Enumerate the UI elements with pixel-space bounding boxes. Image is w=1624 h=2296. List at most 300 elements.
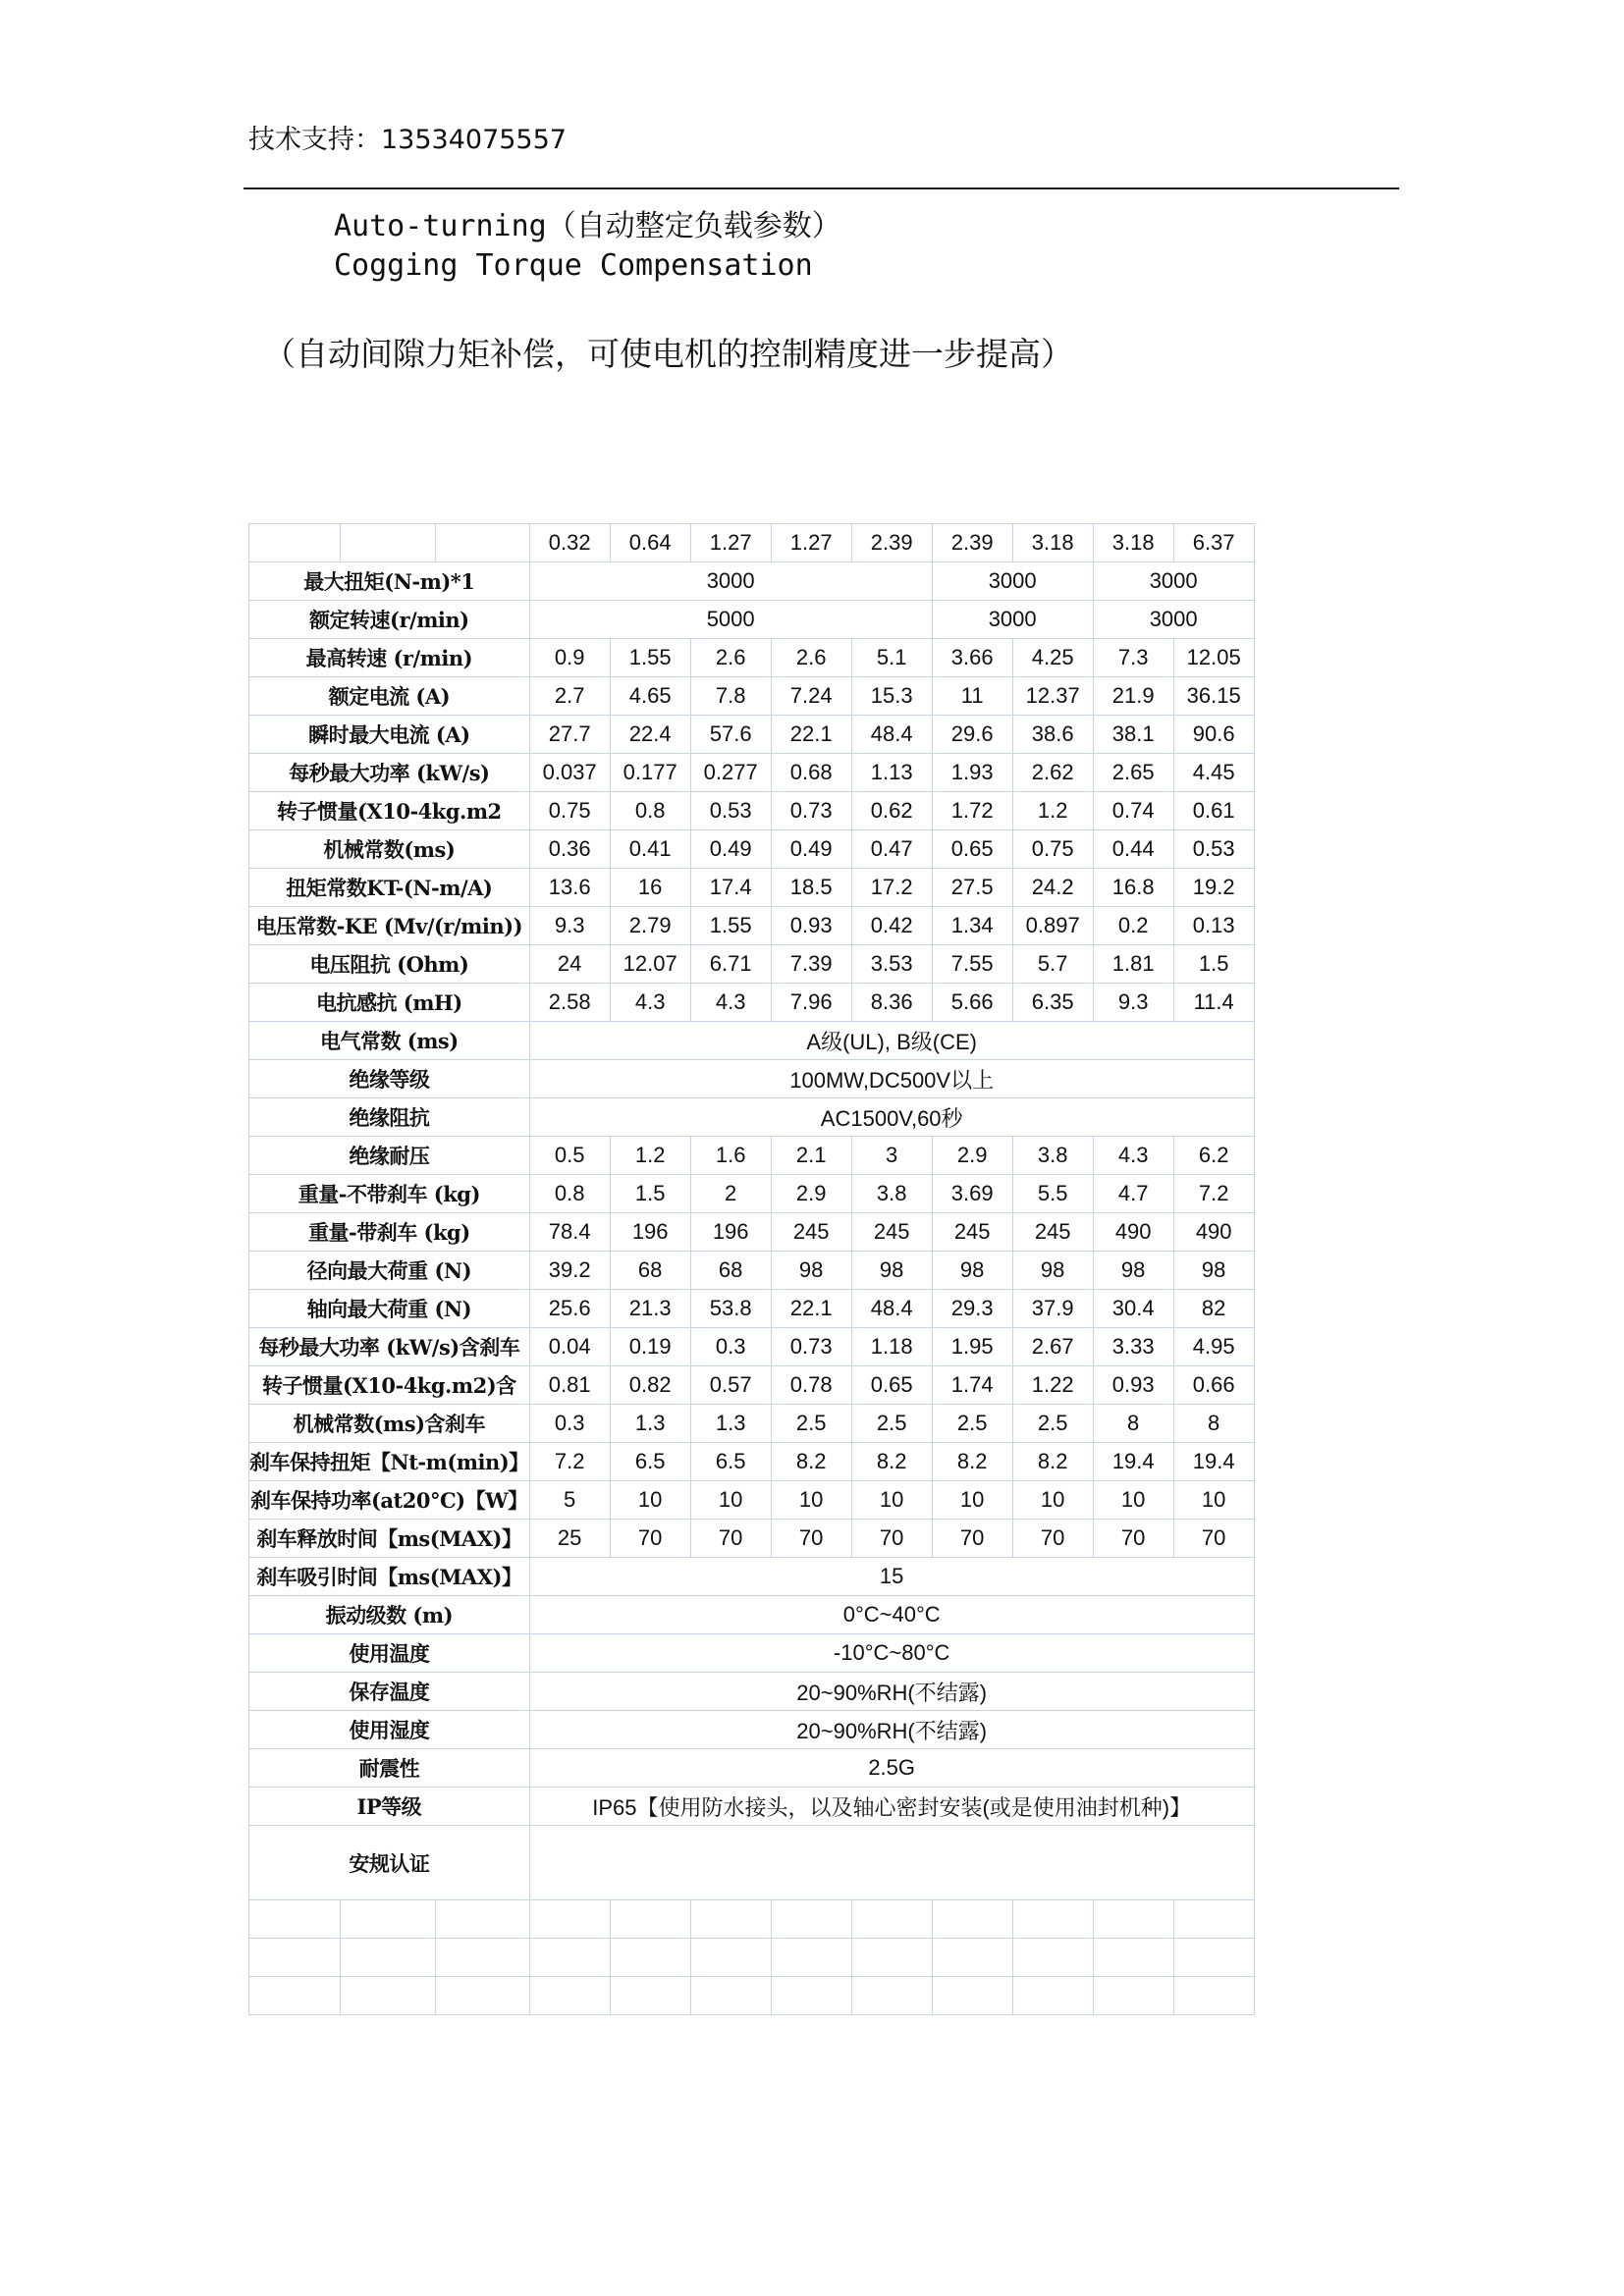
- merged-value-cell: 3000: [529, 562, 932, 601]
- value-cell: 7.8: [690, 677, 771, 716]
- empty-cell: [341, 524, 436, 562]
- merged-value-cell: 15: [529, 1558, 1254, 1596]
- row-label: 耐震性: [249, 1749, 530, 1788]
- row-label: 使用温度: [249, 1634, 530, 1673]
- table-row: [249, 1060, 1255, 1098]
- table-row: [249, 1328, 1255, 1366]
- header-value: 1.27: [771, 524, 851, 562]
- empty-cell: [851, 1900, 932, 1939]
- value-cell: 12.37: [1012, 677, 1093, 716]
- value-cell: 2.9: [932, 1137, 1012, 1175]
- value-cell: 70: [1012, 1520, 1093, 1558]
- value-cell: 1.74: [932, 1366, 1012, 1405]
- value-cell: 30.4: [1093, 1290, 1173, 1328]
- value-cell: 1.6: [690, 1137, 771, 1175]
- value-cell: 8.36: [851, 984, 932, 1022]
- value-cell: 3: [851, 1137, 932, 1175]
- value-cell: 2.1: [771, 1137, 851, 1175]
- empty-cell: [436, 524, 530, 562]
- value-cell: 490: [1093, 1213, 1173, 1252]
- value-cell: 2.58: [529, 984, 610, 1022]
- header-value: 0.32: [529, 524, 610, 562]
- empty-cell: [1093, 1939, 1173, 1977]
- value-cell: 39.2: [529, 1252, 610, 1290]
- table-row: [249, 1175, 1255, 1213]
- value-cell: 25: [529, 1520, 610, 1558]
- value-cell: 2.7: [529, 677, 610, 716]
- empty-cell: [1012, 1900, 1093, 1939]
- merged-value-cell: A级(UL), B级(CE): [529, 1022, 1254, 1060]
- value-cell: 1.55: [610, 639, 690, 677]
- value-cell: 7.39: [771, 945, 851, 984]
- merged-value-cell: -10°C~80°C: [529, 1634, 1254, 1673]
- empty-cell: [529, 1977, 610, 2015]
- value-cell: 24: [529, 945, 610, 984]
- value-cell: 4.3: [1093, 1137, 1173, 1175]
- value-cell: 1.5: [1173, 945, 1254, 984]
- value-cell: 2.5: [771, 1405, 851, 1443]
- value-cell: 2.65: [1093, 754, 1173, 792]
- merged-value-cell: 0°C~40°C: [529, 1596, 1254, 1634]
- value-cell: 7.24: [771, 677, 851, 716]
- support-contact: 技术支持：13534075557: [248, 125, 567, 155]
- value-cell: 0.04: [529, 1328, 610, 1366]
- row-label: 重量-带刹车 (kg): [249, 1213, 530, 1252]
- row-label: 绝缘阻抗: [249, 1098, 530, 1137]
- value-cell: 98: [771, 1252, 851, 1290]
- value-cell: 18.5: [771, 869, 851, 907]
- table-row: [249, 1443, 1255, 1481]
- value-cell: 15.3: [851, 677, 932, 716]
- table-row: [249, 984, 1255, 1022]
- value-cell: 1.2: [1012, 792, 1093, 830]
- table-row: [249, 830, 1255, 869]
- value-cell: 5.7: [1012, 945, 1093, 984]
- empty-cell: [690, 1977, 771, 2015]
- value-cell: 0.277: [690, 754, 771, 792]
- table-row: [249, 1481, 1255, 1520]
- value-cell: 36.15: [1173, 677, 1254, 716]
- table-row: [249, 1596, 1255, 1634]
- empty-cell: [249, 1900, 341, 1939]
- value-cell: 21.9: [1093, 677, 1173, 716]
- row-label: 机械常数(ms)含刹车: [249, 1405, 530, 1443]
- value-cell: 196: [690, 1213, 771, 1252]
- value-cell: 0.42: [851, 907, 932, 945]
- row-label: 刹车保持功率(at20°C)【W】: [249, 1481, 530, 1520]
- empty-cell: [932, 1977, 1012, 2015]
- row-label: 每秒最大功率 (kW/s): [249, 754, 530, 792]
- empty-cell: [1173, 1939, 1254, 1977]
- value-cell: 0.3: [529, 1405, 610, 1443]
- value-cell: 9.3: [1093, 984, 1173, 1022]
- value-cell: 98: [932, 1252, 1012, 1290]
- value-cell: 68: [690, 1252, 771, 1290]
- value-cell: 1.5: [610, 1175, 690, 1213]
- value-cell: 2.5: [851, 1405, 932, 1443]
- value-cell: 4.25: [1012, 639, 1093, 677]
- value-cell: 8.2: [771, 1443, 851, 1481]
- table-row: [249, 1405, 1255, 1443]
- value-cell: 4.3: [610, 984, 690, 1022]
- value-cell: 0.8: [529, 1175, 610, 1213]
- value-cell: 0.47: [851, 830, 932, 869]
- value-cell: 0.73: [771, 1328, 851, 1366]
- value-cell: 10: [1012, 1481, 1093, 1520]
- value-cell: 7.3: [1093, 639, 1173, 677]
- value-cell: 7.2: [529, 1443, 610, 1481]
- merged-value-cell: 3000: [932, 601, 1093, 639]
- value-cell: 29.3: [932, 1290, 1012, 1328]
- value-cell: 0.5: [529, 1137, 610, 1175]
- empty-cell: [249, 1977, 341, 2015]
- value-cell: 7.55: [932, 945, 1012, 984]
- value-cell: 1.93: [932, 754, 1012, 792]
- value-cell: 22.1: [771, 716, 851, 754]
- table-row: [249, 677, 1255, 716]
- value-cell: 17.4: [690, 869, 771, 907]
- table-row: [249, 1788, 1255, 1826]
- row-label: 瞬时最大电流 (A): [249, 716, 530, 754]
- empty-cell: [1093, 1900, 1173, 1939]
- value-cell: 10: [1093, 1481, 1173, 1520]
- header-value: 6.37: [1173, 524, 1254, 562]
- row-label: 扭矩常数KT-(N-m/A): [249, 869, 530, 907]
- table-row: [249, 1826, 1255, 1900]
- value-cell: 8.2: [851, 1443, 932, 1481]
- value-cell: 0.36: [529, 830, 610, 869]
- value-cell: 98: [1173, 1252, 1254, 1290]
- value-cell: 3.8: [851, 1175, 932, 1213]
- value-cell: 37.9: [1012, 1290, 1093, 1328]
- value-cell: 10: [851, 1481, 932, 1520]
- value-cell: 48.4: [851, 1290, 932, 1328]
- value-cell: 0.53: [690, 792, 771, 830]
- header-value: 0.64: [610, 524, 690, 562]
- value-cell: 70: [851, 1520, 932, 1558]
- value-cell: 6.71: [690, 945, 771, 984]
- value-cell: 22.4: [610, 716, 690, 754]
- value-cell: 0.57: [690, 1366, 771, 1405]
- value-cell: 1.72: [932, 792, 1012, 830]
- merged-value-cell: [529, 1826, 1254, 1900]
- merged-value-cell: 3000: [1093, 562, 1254, 601]
- empty-cell: [1093, 1977, 1173, 2015]
- value-cell: 10: [771, 1481, 851, 1520]
- table-row: [249, 562, 1255, 601]
- value-cell: 0.49: [771, 830, 851, 869]
- value-cell: 70: [771, 1520, 851, 1558]
- value-cell: 0.82: [610, 1366, 690, 1405]
- table-row: [249, 1098, 1255, 1137]
- empty-row: [249, 1900, 1255, 1939]
- value-cell: 70: [610, 1520, 690, 1558]
- empty-cell: [529, 1900, 610, 1939]
- value-cell: 53.8: [690, 1290, 771, 1328]
- value-cell: 196: [610, 1213, 690, 1252]
- row-label: 机械常数(ms): [249, 830, 530, 869]
- value-cell: 48.4: [851, 716, 932, 754]
- value-cell: 245: [932, 1213, 1012, 1252]
- value-cell: 245: [851, 1213, 932, 1252]
- value-cell: 12.07: [610, 945, 690, 984]
- value-cell: 82: [1173, 1290, 1254, 1328]
- value-cell: 6.5: [610, 1443, 690, 1481]
- value-cell: 70: [690, 1520, 771, 1558]
- row-label: 使用湿度: [249, 1711, 530, 1749]
- row-label: 额定转速(r/min): [249, 601, 530, 639]
- value-cell: 0.3: [690, 1328, 771, 1366]
- merged-value-cell: 3000: [932, 562, 1093, 601]
- value-cell: 5.5: [1012, 1175, 1093, 1213]
- merged-value-cell: 100MW,DC500V以上: [529, 1060, 1254, 1098]
- row-label: 安规认证: [249, 1826, 530, 1900]
- value-cell: 8: [1173, 1405, 1254, 1443]
- table-row: [249, 1022, 1255, 1060]
- merged-value-cell: 20~90%RH(不结露): [529, 1711, 1254, 1749]
- merged-value-cell: 2.5G: [529, 1749, 1254, 1788]
- value-cell: 27.5: [932, 869, 1012, 907]
- empty-cell: [341, 1977, 436, 2015]
- value-cell: 0.65: [851, 1366, 932, 1405]
- value-cell: 10: [610, 1481, 690, 1520]
- table-row: [249, 869, 1255, 907]
- value-cell: 5.1: [851, 639, 932, 677]
- empty-cell: [771, 1977, 851, 2015]
- value-cell: 0.41: [610, 830, 690, 869]
- value-cell: 5.66: [932, 984, 1012, 1022]
- value-cell: 2: [690, 1175, 771, 1213]
- table-row: [249, 1213, 1255, 1252]
- row-label: 保存温度: [249, 1673, 530, 1711]
- intro-line-auto-turning: Auto-turning（自动整定负载参数）: [334, 209, 841, 243]
- empty-cell: [690, 1939, 771, 1977]
- value-cell: 6.2: [1173, 1137, 1254, 1175]
- value-cell: 98: [851, 1252, 932, 1290]
- row-label: 电压常数-KE (Mv/(r/min)): [249, 907, 530, 945]
- empty-cell: [610, 1939, 690, 1977]
- row-label: 最大扭矩(N-m)*1: [249, 562, 530, 601]
- value-cell: 3.33: [1093, 1328, 1173, 1366]
- value-cell: 0.8: [610, 792, 690, 830]
- empty-cell: [851, 1977, 932, 2015]
- empty-row: [249, 1977, 1255, 2015]
- value-cell: 27.7: [529, 716, 610, 754]
- table-row: [249, 1290, 1255, 1328]
- empty-cell: [249, 524, 341, 562]
- value-cell: 0.61: [1173, 792, 1254, 830]
- value-cell: 0.68: [771, 754, 851, 792]
- row-label: 额定电流 (A): [249, 677, 530, 716]
- empty-cell: [436, 1900, 530, 1939]
- table-row: [249, 1252, 1255, 1290]
- value-cell: 1.22: [1012, 1366, 1093, 1405]
- value-cell: 2.62: [1012, 754, 1093, 792]
- empty-cell: [436, 1977, 530, 2015]
- merged-value-cell: IP65【使用防水接头，以及轴心密封安装(或是使用油封机种)】: [529, 1788, 1254, 1826]
- value-cell: 0.62: [851, 792, 932, 830]
- value-cell: 0.177: [610, 754, 690, 792]
- empty-cell: [1012, 1977, 1093, 2015]
- table-row: [249, 1366, 1255, 1405]
- value-cell: 0.66: [1173, 1366, 1254, 1405]
- table-row: [249, 907, 1255, 945]
- row-label: IP等级: [249, 1788, 530, 1826]
- value-cell: 25.6: [529, 1290, 610, 1328]
- value-cell: 1.34: [932, 907, 1012, 945]
- value-cell: 6.35: [1012, 984, 1093, 1022]
- value-cell: 0.897: [1012, 907, 1093, 945]
- row-label: 绝缘等级: [249, 1060, 530, 1098]
- spec-table: [248, 523, 1255, 2015]
- empty-cell: [1173, 1977, 1254, 2015]
- empty-cell: [851, 1939, 932, 1977]
- value-cell: 0.49: [690, 830, 771, 869]
- row-label: 电气常数 (ms): [249, 1022, 530, 1060]
- value-cell: 0.74: [1093, 792, 1173, 830]
- value-cell: 70: [1093, 1520, 1173, 1558]
- value-cell: 1.3: [610, 1405, 690, 1443]
- value-cell: 38.1: [1093, 716, 1173, 754]
- value-cell: 16: [610, 869, 690, 907]
- header-value: 2.39: [851, 524, 932, 562]
- value-cell: 0.19: [610, 1328, 690, 1366]
- value-cell: 3.8: [1012, 1137, 1093, 1175]
- table-row: [249, 716, 1255, 754]
- value-cell: 24.2: [1012, 869, 1093, 907]
- value-cell: 2.5: [932, 1405, 1012, 1443]
- value-cell: 11: [932, 677, 1012, 716]
- table-row: [249, 601, 1255, 639]
- value-cell: 11.4: [1173, 984, 1254, 1022]
- empty-cell: [341, 1939, 436, 1977]
- intro-line-description: （自动间隙力矩补偿，可使电机的控制精度进一步提高）: [263, 335, 1073, 373]
- empty-cell: [1173, 1900, 1254, 1939]
- value-cell: 1.55: [690, 907, 771, 945]
- value-cell: 2.79: [610, 907, 690, 945]
- value-cell: 9.3: [529, 907, 610, 945]
- row-label: 振动级数 (m): [249, 1596, 530, 1634]
- value-cell: 8.2: [932, 1443, 1012, 1481]
- value-cell: 490: [1173, 1213, 1254, 1252]
- row-label: 电抗感抗 (mH): [249, 984, 530, 1022]
- row-label: 电压阻抗 (Ohm): [249, 945, 530, 984]
- value-cell: 0.75: [529, 792, 610, 830]
- table-row: [249, 792, 1255, 830]
- value-cell: 7.2: [1173, 1175, 1254, 1213]
- value-cell: 0.81: [529, 1366, 610, 1405]
- value-cell: 0.037: [529, 754, 610, 792]
- value-cell: 4.7: [1093, 1175, 1173, 1213]
- row-label: 转子惯量(X10-4kg.m2: [249, 792, 530, 830]
- empty-cell: [771, 1900, 851, 1939]
- value-cell: 4.95: [1173, 1328, 1254, 1366]
- value-cell: 1.18: [851, 1328, 932, 1366]
- value-cell: 12.05: [1173, 639, 1254, 677]
- value-cell: 21.3: [610, 1290, 690, 1328]
- header-value: 2.39: [932, 524, 1012, 562]
- table-row: [249, 1634, 1255, 1673]
- empty-cell: [771, 1939, 851, 1977]
- row-label: 最高转速 (r/min): [249, 639, 530, 677]
- value-cell: 98: [1012, 1252, 1093, 1290]
- empty-cell: [529, 1939, 610, 1977]
- value-cell: 19.2: [1173, 869, 1254, 907]
- value-cell: 2.9: [771, 1175, 851, 1213]
- value-cell: 245: [1012, 1213, 1093, 1252]
- merged-value-cell: AC1500V,60秒: [529, 1098, 1254, 1137]
- value-cell: 16.8: [1093, 869, 1173, 907]
- empty-cell: [610, 1900, 690, 1939]
- value-cell: 57.6: [690, 716, 771, 754]
- value-cell: 7.96: [771, 984, 851, 1022]
- value-cell: 8: [1093, 1405, 1173, 1443]
- value-cell: 0.65: [932, 830, 1012, 869]
- empty-cell: [610, 1977, 690, 2015]
- row-label: 轴向最大荷重 (N): [249, 1290, 530, 1328]
- value-cell: 8.2: [1012, 1443, 1093, 1481]
- merged-value-cell: 5000: [529, 601, 932, 639]
- row-label: 每秒最大功率 (kW/s)含刹车: [249, 1328, 530, 1366]
- value-cell: 1.95: [932, 1328, 1012, 1366]
- empty-cell: [932, 1900, 1012, 1939]
- value-cell: 2.6: [690, 639, 771, 677]
- value-cell: 2.5: [1012, 1405, 1093, 1443]
- row-label: 刹车保持扭矩【Nt-m(min)】: [249, 1443, 530, 1481]
- empty-cell: [1012, 1939, 1093, 1977]
- value-cell: 245: [771, 1213, 851, 1252]
- table-row: [249, 945, 1255, 984]
- value-cell: 0.2: [1093, 907, 1173, 945]
- value-cell: 38.6: [1012, 716, 1093, 754]
- value-cell: 1.3: [690, 1405, 771, 1443]
- value-cell: 3.69: [932, 1175, 1012, 1213]
- table-row: [249, 1520, 1255, 1558]
- value-cell: 10: [690, 1481, 771, 1520]
- value-cell: 1.81: [1093, 945, 1173, 984]
- value-cell: 70: [932, 1520, 1012, 1558]
- value-cell: 19.4: [1173, 1443, 1254, 1481]
- value-cell: 19.4: [1093, 1443, 1173, 1481]
- value-cell: 5: [529, 1481, 610, 1520]
- value-cell: 0.44: [1093, 830, 1173, 869]
- value-cell: 0.93: [1093, 1366, 1173, 1405]
- row-label: 刹车吸引时间【ms(MAX)】: [249, 1558, 530, 1596]
- empty-cell: [436, 1939, 530, 1977]
- header-value: 1.27: [690, 524, 771, 562]
- value-cell: 29.6: [932, 716, 1012, 754]
- header-divider: [244, 187, 1399, 189]
- value-cell: 0.78: [771, 1366, 851, 1405]
- value-cell: 0.13: [1173, 907, 1254, 945]
- table-row: [249, 1749, 1255, 1788]
- value-cell: 4.3: [690, 984, 771, 1022]
- value-cell: 0.75: [1012, 830, 1093, 869]
- value-cell: 2.6: [771, 639, 851, 677]
- table-row: [249, 1558, 1255, 1596]
- value-cell: 0.9: [529, 639, 610, 677]
- intro-line-cogging: Cogging Torque Compensation: [334, 248, 813, 283]
- merged-value-cell: 3000: [1093, 601, 1254, 639]
- empty-row: [249, 1939, 1255, 1977]
- value-cell: 78.4: [529, 1213, 610, 1252]
- value-cell: 4.45: [1173, 754, 1254, 792]
- value-cell: 13.6: [529, 869, 610, 907]
- value-cell: 98: [1093, 1252, 1173, 1290]
- value-cell: 17.2: [851, 869, 932, 907]
- value-cell: 10: [932, 1481, 1012, 1520]
- value-cell: 0.93: [771, 907, 851, 945]
